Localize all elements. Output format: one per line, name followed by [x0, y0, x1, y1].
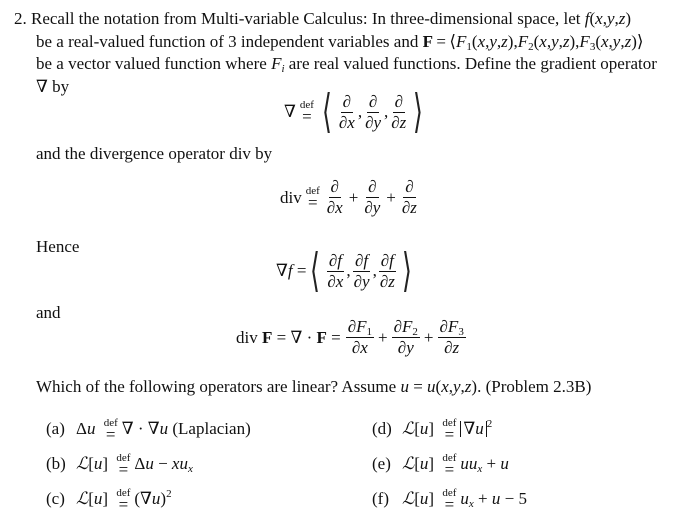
divergence-of-F: div F = ∇ · F = $\frac{\partial F_1}{\partial x}$ + $\frac{\partial F_2}{\partial y}$ + $\frac{\partial F_3}{\partial z}$ [236, 317, 464, 357]
problem-intro: 2. Recall the notation from Multi-variable Calculus: In three-dimensional space, let f(x,y,z) be a real-valued function of 3 independent variables and $F = ⟨F_1(x,y,z),F_2(x,y,z),F_3(x,y,z)⟩$ be a vector valued function where $F_i$ are real valued functions. Define the gradient operator ∇ by [14, 9, 657, 96]
intro-line-4: by [52, 76, 70, 96]
divergence-intro: and the divergence operator div by [36, 144, 273, 163]
option-a: (a) Δu def = ∇ · ∇u (Laplacian) [46, 417, 251, 445]
option-c: (c) ℒ[u] def = $(\nabla u)^2$ [46, 487, 172, 515]
option-f: (f) ℒ[u] def = $u_x + u - 5$ [372, 487, 527, 515]
problem-number: 2. [14, 9, 27, 28]
gradient-of-f: ∇f = ⟨ $\frac{\partial f}{\partial x}$ , $\frac{\partial f}{\partial y}$ , $\frac{\partial f}{\partial z}$ ⟩ [276, 245, 412, 296]
problem-reference: (Problem 2.3B) [485, 377, 592, 396]
hence-label: Hence [36, 237, 80, 256]
intro-line-3a: be a vector valued function where [36, 54, 267, 73]
question-text: Which of the following operators are linear? Assume u = u(x,y,z). (Problem 2.3B) [36, 377, 592, 396]
intro-line-3b: are real valued functions. Define the gradient operator [288, 54, 657, 73]
option-d: (d) ℒ[u] def = ∇u $^2$ [372, 417, 493, 445]
and-label: and [36, 303, 61, 322]
intro-line-2: be a real-valued function of 3 independent variables and [36, 31, 419, 51]
def-equals: def = [299, 99, 314, 126]
option-b: (b) ℒ[u] def = $\Delta u - xu_x$ [46, 452, 193, 480]
gradient-definition: ∇ def = ⟨ $\frac{\partial}{\partial x}$ , $\frac{\partial}{\partial y}$ , $\frac{\partial}{\partial z}$ ⟩ [284, 86, 424, 137]
def-equals: def = [305, 184, 320, 212]
divergence-definition: div def = $\frac{\partial}{\partial x}$ + $\frac{\partial}{\partial y}$ + $\frac{\partial}{\partial z}$ [280, 177, 417, 217]
intro-line-1: Recall the notation from Multi-variable Calculus: In three-dimensional space, let [31, 9, 581, 28]
option-e: (e) ℒ[u] def = $uu_x + u$ [372, 452, 509, 480]
